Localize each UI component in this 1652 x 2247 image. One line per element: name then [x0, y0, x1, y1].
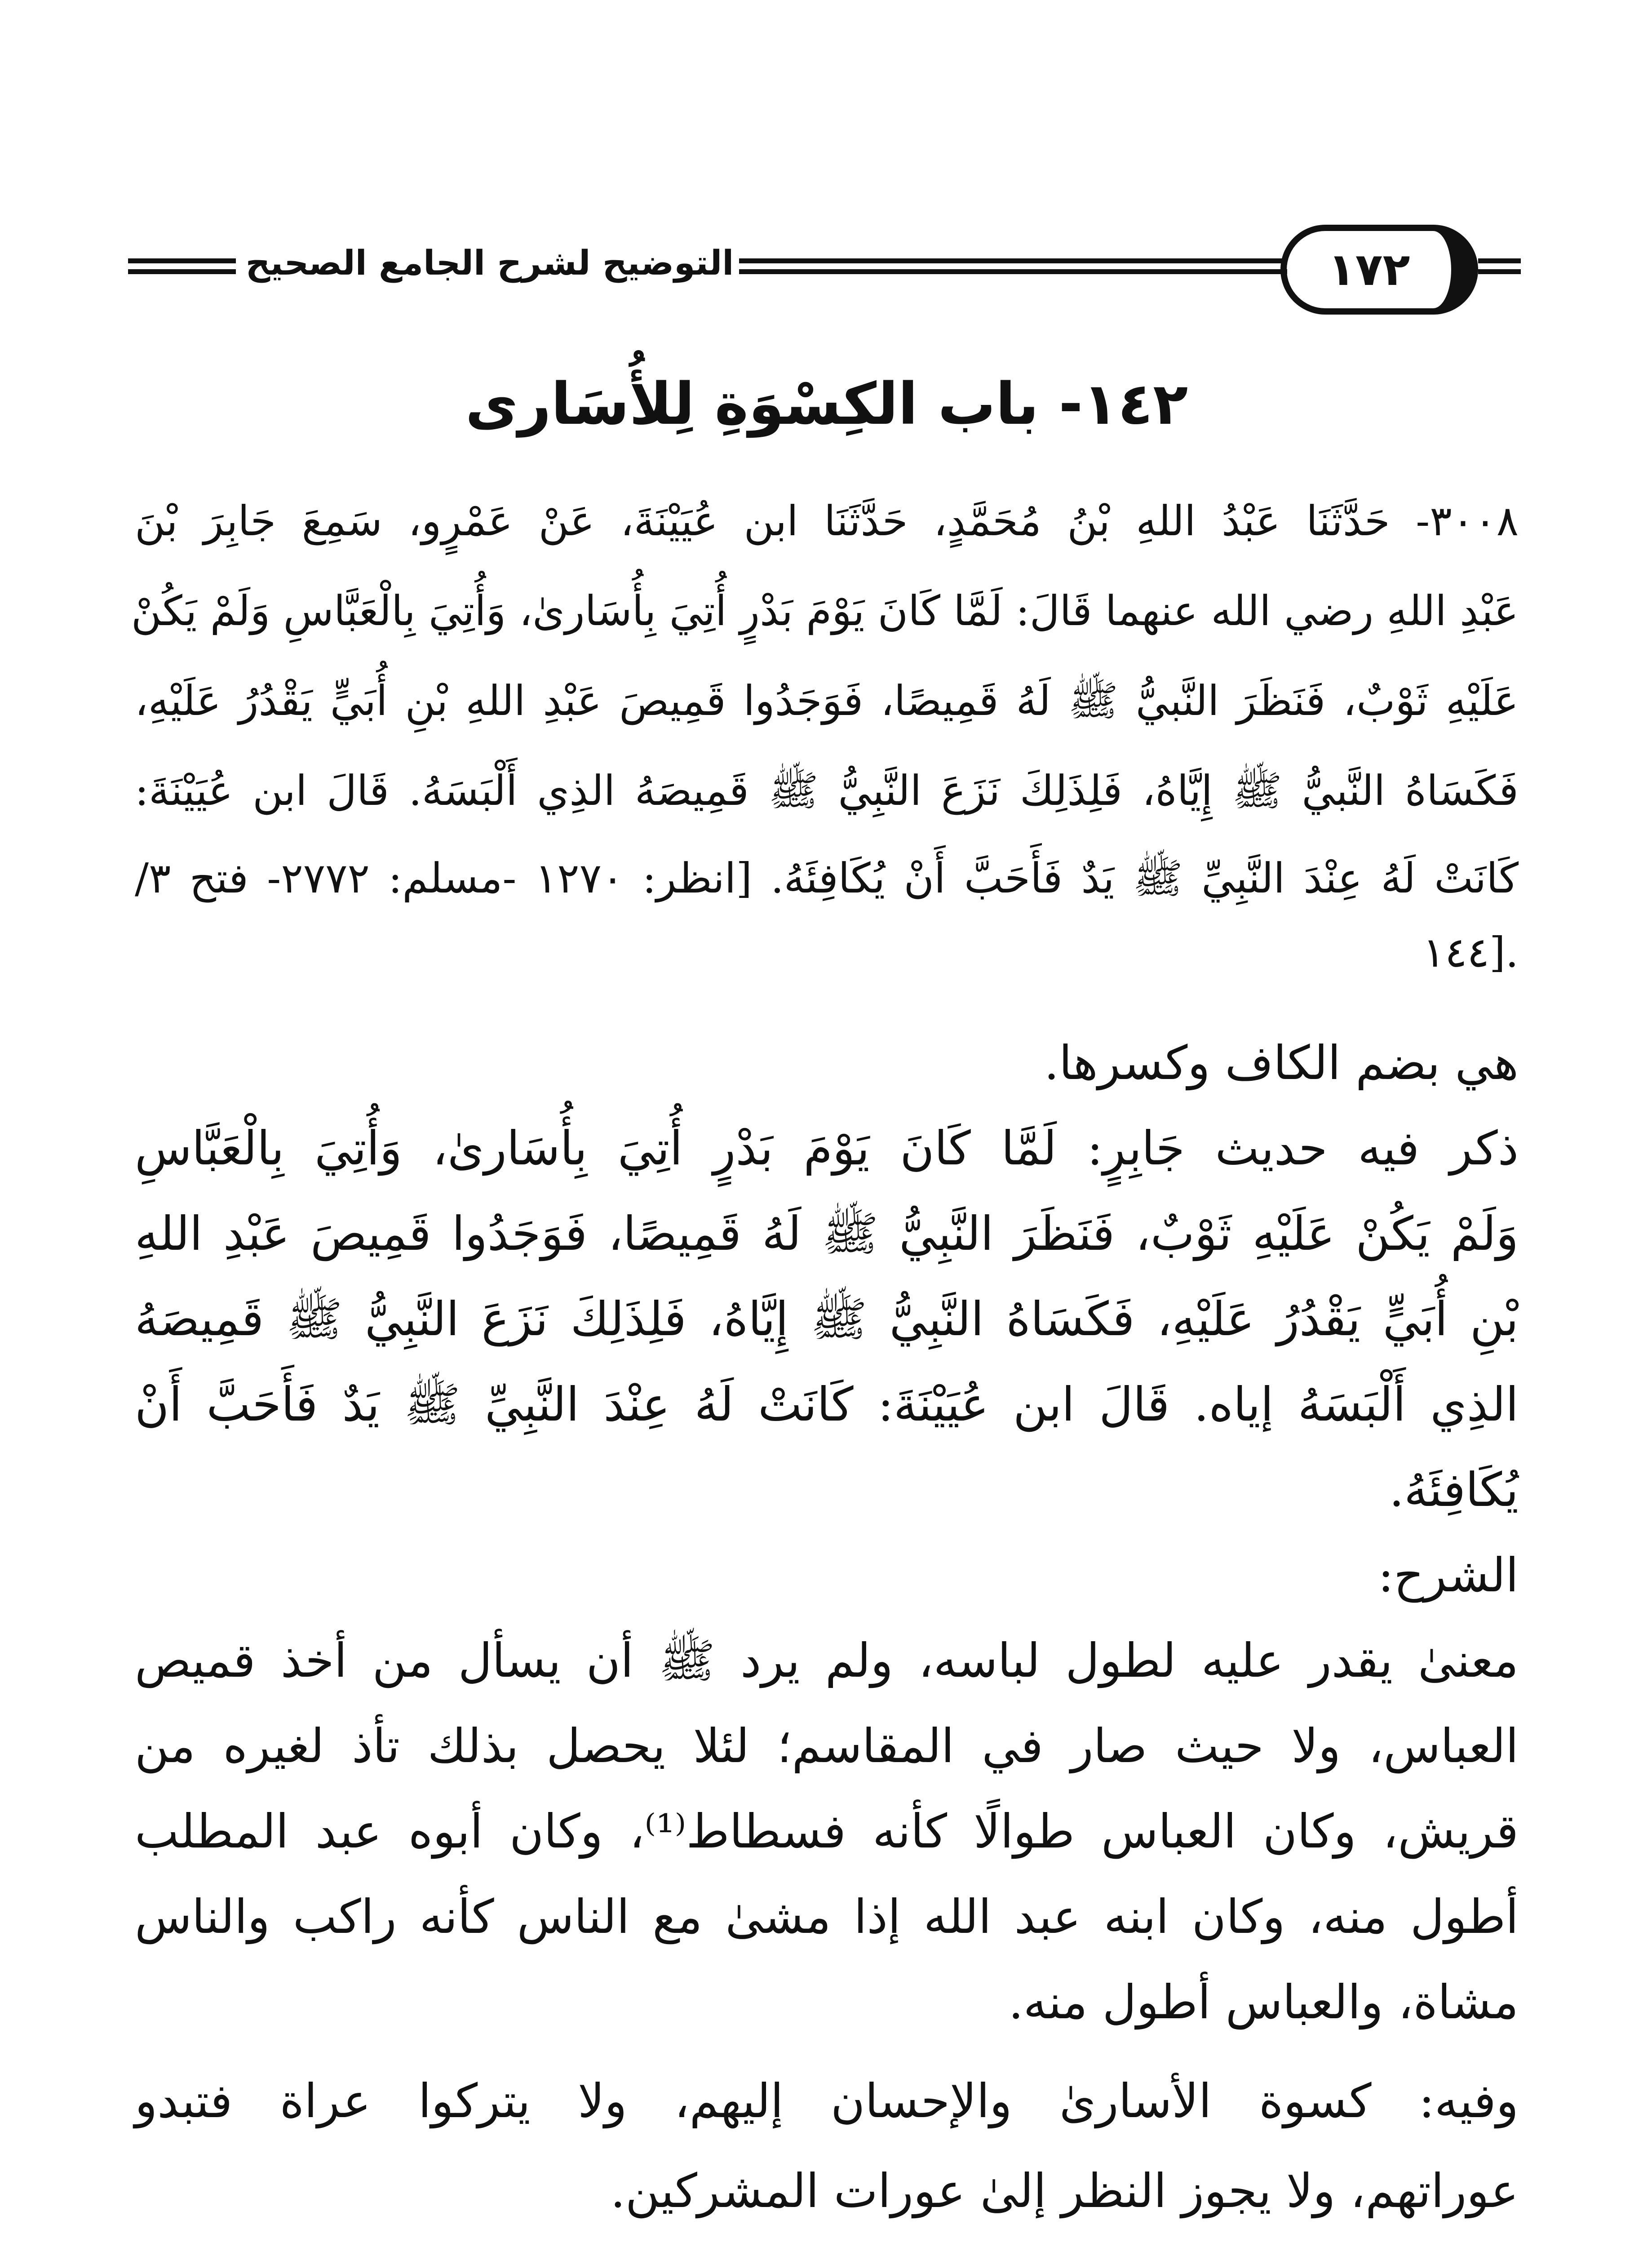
- page-number: ١٧٢: [1328, 243, 1410, 296]
- chapter-heading: ١٤٢- باب الكِسْوَةِ لِلأُسَارى: [465, 371, 1188, 438]
- commentary-line: مشاة، والعباس أطول منه.: [1008, 1975, 1519, 2029]
- header-rule-left: [128, 258, 236, 275]
- commentary-line: هي بضم الكاف وكسرها.: [1044, 1035, 1519, 1090]
- hadith-line: كَانَتْ لَهُ عِنْدَ النَّبِيِّ ﷺ يَدٌ فَأَحَبَّ أَنْ يُكَافِئَهُ. [انظر: ١٢٧٠ -مسلم: ٢٧٧٢- فتح ٣/: [135, 854, 1519, 902]
- commentary-line: وفيه: كسوة الأسارىٰ والإحسان إليهم، ولا يتركوا عراة فتبدو: [135, 2074, 1519, 2128]
- commentary-line: الذِي أَلْبَسَهُ إياه. قَالَ ابن عُيَيْنَةَ: كَانَتْ لَهُ عِنْدَ النَّبِيِّ ﷺ يَدٌ فَأَحَبَّ أَنْ: [135, 1377, 1519, 1432]
- hadith-line: عَلَيْهِ ثَوْبٌ، فَنَظَرَ النَّبيُّ ﷺ لَهُ قَمِيصًا، فَوَجَدُوا قَمِيصَ عَبْدِ اللهِ بْنِ أُبَيٍّ يَقْدُرُ عَلَيْهِ،: [135, 677, 1519, 725]
- commentary-line: وَلَمْ يَكُنْ عَلَيْهِ ثَوْبٌ، فَنَظَرَ النَّبِيُّ ﷺ لَهُ قَمِيصًا، فَوَجَدُوا قَمِيصَ عَبْدِ اللهِ: [135, 1206, 1519, 1261]
- commentary-line: العباس، ولا حيث صار في المقاسم؛ لئلا يحصل بذلك تأذ لغيره من: [135, 1719, 1519, 1773]
- sharh-heading: الشرح:: [1378, 1548, 1519, 1603]
- header-rule-medallion-tail: [1478, 258, 1521, 275]
- hadith-line: ١٤٤].: [1422, 928, 1519, 977]
- commentary-line: يُكَافِئَهُ.: [1389, 1462, 1519, 1517]
- page-number-medallion: [1280, 225, 1478, 315]
- hadith-line: فَكَسَاهُ النَّبيُّ ﷺ إِيَّاهُ، فَلِذَلِكَ نَزَعَ النَّبِيُّ ﷺ قَمِيصَهُ الذِي أَلْبَسَهُ. قَالَ ابن عُيَيْنَةَ:: [135, 767, 1519, 815]
- hadith-line: ٣٠٠٨- حَدَّثَنَا عَبْدُ اللهِ بْنُ مُحَمَّدٍ، حَدَّثَنَا ابن عُيَيْنَةَ، عَنْ عَمْرٍو، سَمِعَ جَابِرَ بْنَ: [135, 497, 1519, 545]
- running-header-title: التوضيح لشرح الجامع الصحيح: [245, 243, 734, 283]
- commentary-line: أطول منه، وكان ابنه عبد الله إذا مشىٰ مع الناس كأنه راكب والناس: [135, 1889, 1519, 1944]
- commentary-line: ذكر فيه حديث جَابِرٍ: لَمَّا كَانَ يَوْمَ بَدْرٍ أُتِيَ بِأُسَارىٰ، وَأُتِيَ بِالْعَبَّاسِ: [135, 1121, 1519, 1176]
- header-rule-right: [739, 258, 1287, 275]
- commentary-line: معنىٰ يقدر عليه لطول لباسه، ولم يرد ﷺ أن يسأل من أخذ قميص: [135, 1633, 1519, 1688]
- commentary-line: بْنِ أُبَيٍّ يَقْدُرُ عَلَيْهِ، فَكَسَاهُ النَّبِيُّ ﷺ إِيَّاهُ، فَلِذَلِكَ نَزَعَ النَّبِيُّ ﷺ قَمِيصَهُ: [135, 1292, 1519, 1346]
- commentary-line: عوراتهم، ولا يجوز النظر إلىٰ عورات المشركين.: [610, 2163, 1519, 2218]
- commentary-line: قريش، وكان العباس طوالًا كأنه فسطاط⁽¹⁾، وكان أبوه عبد المطلب: [135, 1804, 1519, 1859]
- hadith-line: عَبْدِ اللهِ رضي الله عنهما قَالَ: لَمَّا كَانَ يَوْمَ بَدْرٍ أُتِيَ بِأُسَارىٰ، وَأُتِيَ بِالْعَبَّاسِ وَلَمْ يَكُنْ: [131, 587, 1519, 635]
